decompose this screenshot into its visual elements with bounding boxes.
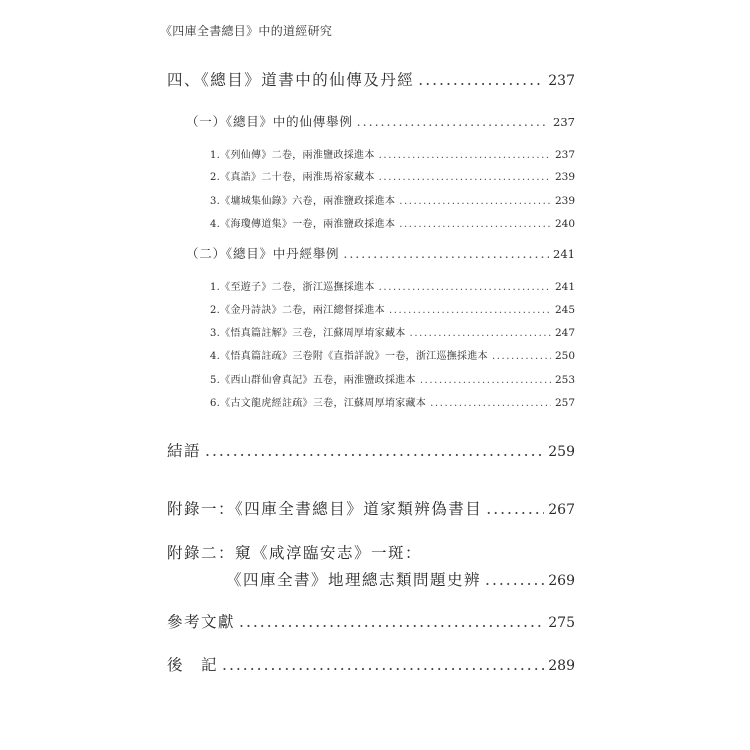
toc-entry-title: 2.《金丹詩訣》二卷，兩江總督採進本 (210, 305, 385, 316)
toc-entry-item[interactable] (210, 324, 575, 339)
toc-entry-appendix-2-line1[interactable]: 附錄二：窺《咸淳臨安志》一斑： (167, 544, 423, 562)
toc-entry-subsection-1[interactable] (186, 112, 575, 130)
toc-entry-page: 245 (554, 304, 575, 316)
toc-entry-section-4[interactable] (167, 68, 575, 90)
toc-entry-subsection-2[interactable] (186, 244, 575, 262)
toc-entry-item[interactable] (210, 347, 575, 362)
toc-entry-postscript[interactable] (167, 653, 575, 675)
toc-entry-title: （一）《總目》中的仙傳舉例 (186, 114, 353, 129)
toc-entry-page: 269 (548, 573, 575, 589)
toc-entry-title: 1.《列仙傳》二卷，兩淮鹽政採進本 (210, 150, 375, 161)
toc-entry-page: 237 (548, 73, 575, 89)
dot-leader (486, 500, 544, 518)
toc-entry-title: 《四庫全書》地理總志類問題史辨 (226, 571, 482, 589)
toc-entry-item[interactable] (210, 168, 575, 183)
dot-leader (430, 398, 551, 409)
toc-entry-title: 1.《至遊子》二卷，浙江巡撫採進本 (210, 282, 375, 293)
dot-leader (379, 282, 551, 293)
toc-entry-item[interactable] (210, 278, 575, 293)
toc-entry-title: 5.《西山群仙會真記》五卷，兩淮鹽政採進本 (210, 375, 416, 386)
toc-entry-item[interactable] (210, 371, 575, 386)
toc-entry-page: 267 (548, 502, 575, 518)
dot-leader (239, 613, 544, 631)
toc-entry-page: 237 (553, 115, 575, 129)
toc-entry-page: 247 (554, 327, 575, 339)
toc-entry-title: 後 記 (167, 656, 219, 674)
toc-entry-title: 2.《真誥》二十卷，兩淮馬裕家藏本 (210, 172, 375, 183)
toc-entry-page: 237 (554, 149, 575, 161)
toc-entry-conclusion[interactable] (167, 439, 575, 461)
dot-leader (485, 571, 544, 589)
toc-entry-title: 參考文獻 (167, 613, 236, 631)
toc-entry-appendix-2[interactable] (226, 568, 575, 590)
dot-leader (399, 196, 551, 207)
dot-leader (420, 375, 551, 386)
toc-entry-item[interactable] (210, 301, 575, 316)
toc-entry-title: 附錄一：《四庫全書總目》道家類辨偽書目 (167, 500, 483, 518)
toc-entry-page: 253 (554, 374, 575, 386)
toc-entry-title: 4.《海瓊傳道集》一卷，兩淮鹽政採進本 (210, 219, 396, 230)
dot-leader (379, 150, 551, 161)
dot-leader (205, 442, 544, 460)
toc-entry-page: 240 (554, 218, 575, 230)
toc-entry-title: 3.《墉城集仙錄》六卷，兩淮鹽政採進本 (210, 196, 396, 207)
dot-leader (492, 351, 551, 362)
toc-entry-item[interactable] (210, 192, 575, 207)
dot-leader (410, 328, 551, 339)
running-header: 《四庫全書總目》中的道經研究 (160, 24, 333, 38)
dot-leader (357, 114, 549, 129)
toc-entry-item[interactable] (210, 394, 575, 409)
toc-entry-title: 6.《古文龍虎經註疏》三卷，江蘇周厚堉家藏本 (210, 398, 427, 409)
toc-entry-page: 250 (554, 350, 575, 362)
toc-entry-title: 4.《悟真篇註疏》三卷附《直指詳說》一卷，浙江巡撫採進本 (210, 351, 488, 362)
toc-entry-title: 3.《悟真篇註解》三卷，江蘇周厚堉家藏本 (210, 328, 406, 339)
toc-entry-page: 239 (554, 195, 575, 207)
toc-entry-page: 239 (554, 171, 575, 183)
toc-entry-page: 241 (553, 247, 575, 261)
toc-entry-references[interactable] (167, 610, 575, 632)
toc-entry-page: 275 (548, 615, 575, 631)
toc-entry-title: 四、《總目》道書中的仙傳及丹經 (167, 71, 415, 89)
toc-entry-item[interactable] (210, 215, 575, 230)
toc-entry-title: （二）《總目》中丹經舉例 (186, 246, 340, 261)
toc-entry-page: 241 (554, 281, 575, 293)
dot-leader (389, 305, 551, 316)
dot-leader (222, 656, 544, 674)
toc-entry-page: 289 (548, 658, 575, 674)
toc-entry-page: 257 (554, 397, 575, 409)
dot-leader (418, 71, 544, 89)
toc-entry-item[interactable] (210, 146, 575, 161)
dot-leader (399, 219, 551, 230)
dot-leader (343, 246, 549, 261)
dot-leader (379, 172, 551, 183)
toc-entry-title: 結語 (167, 442, 202, 460)
toc-entry-page: 259 (548, 444, 575, 460)
toc-entry-appendix-1[interactable] (167, 497, 575, 519)
